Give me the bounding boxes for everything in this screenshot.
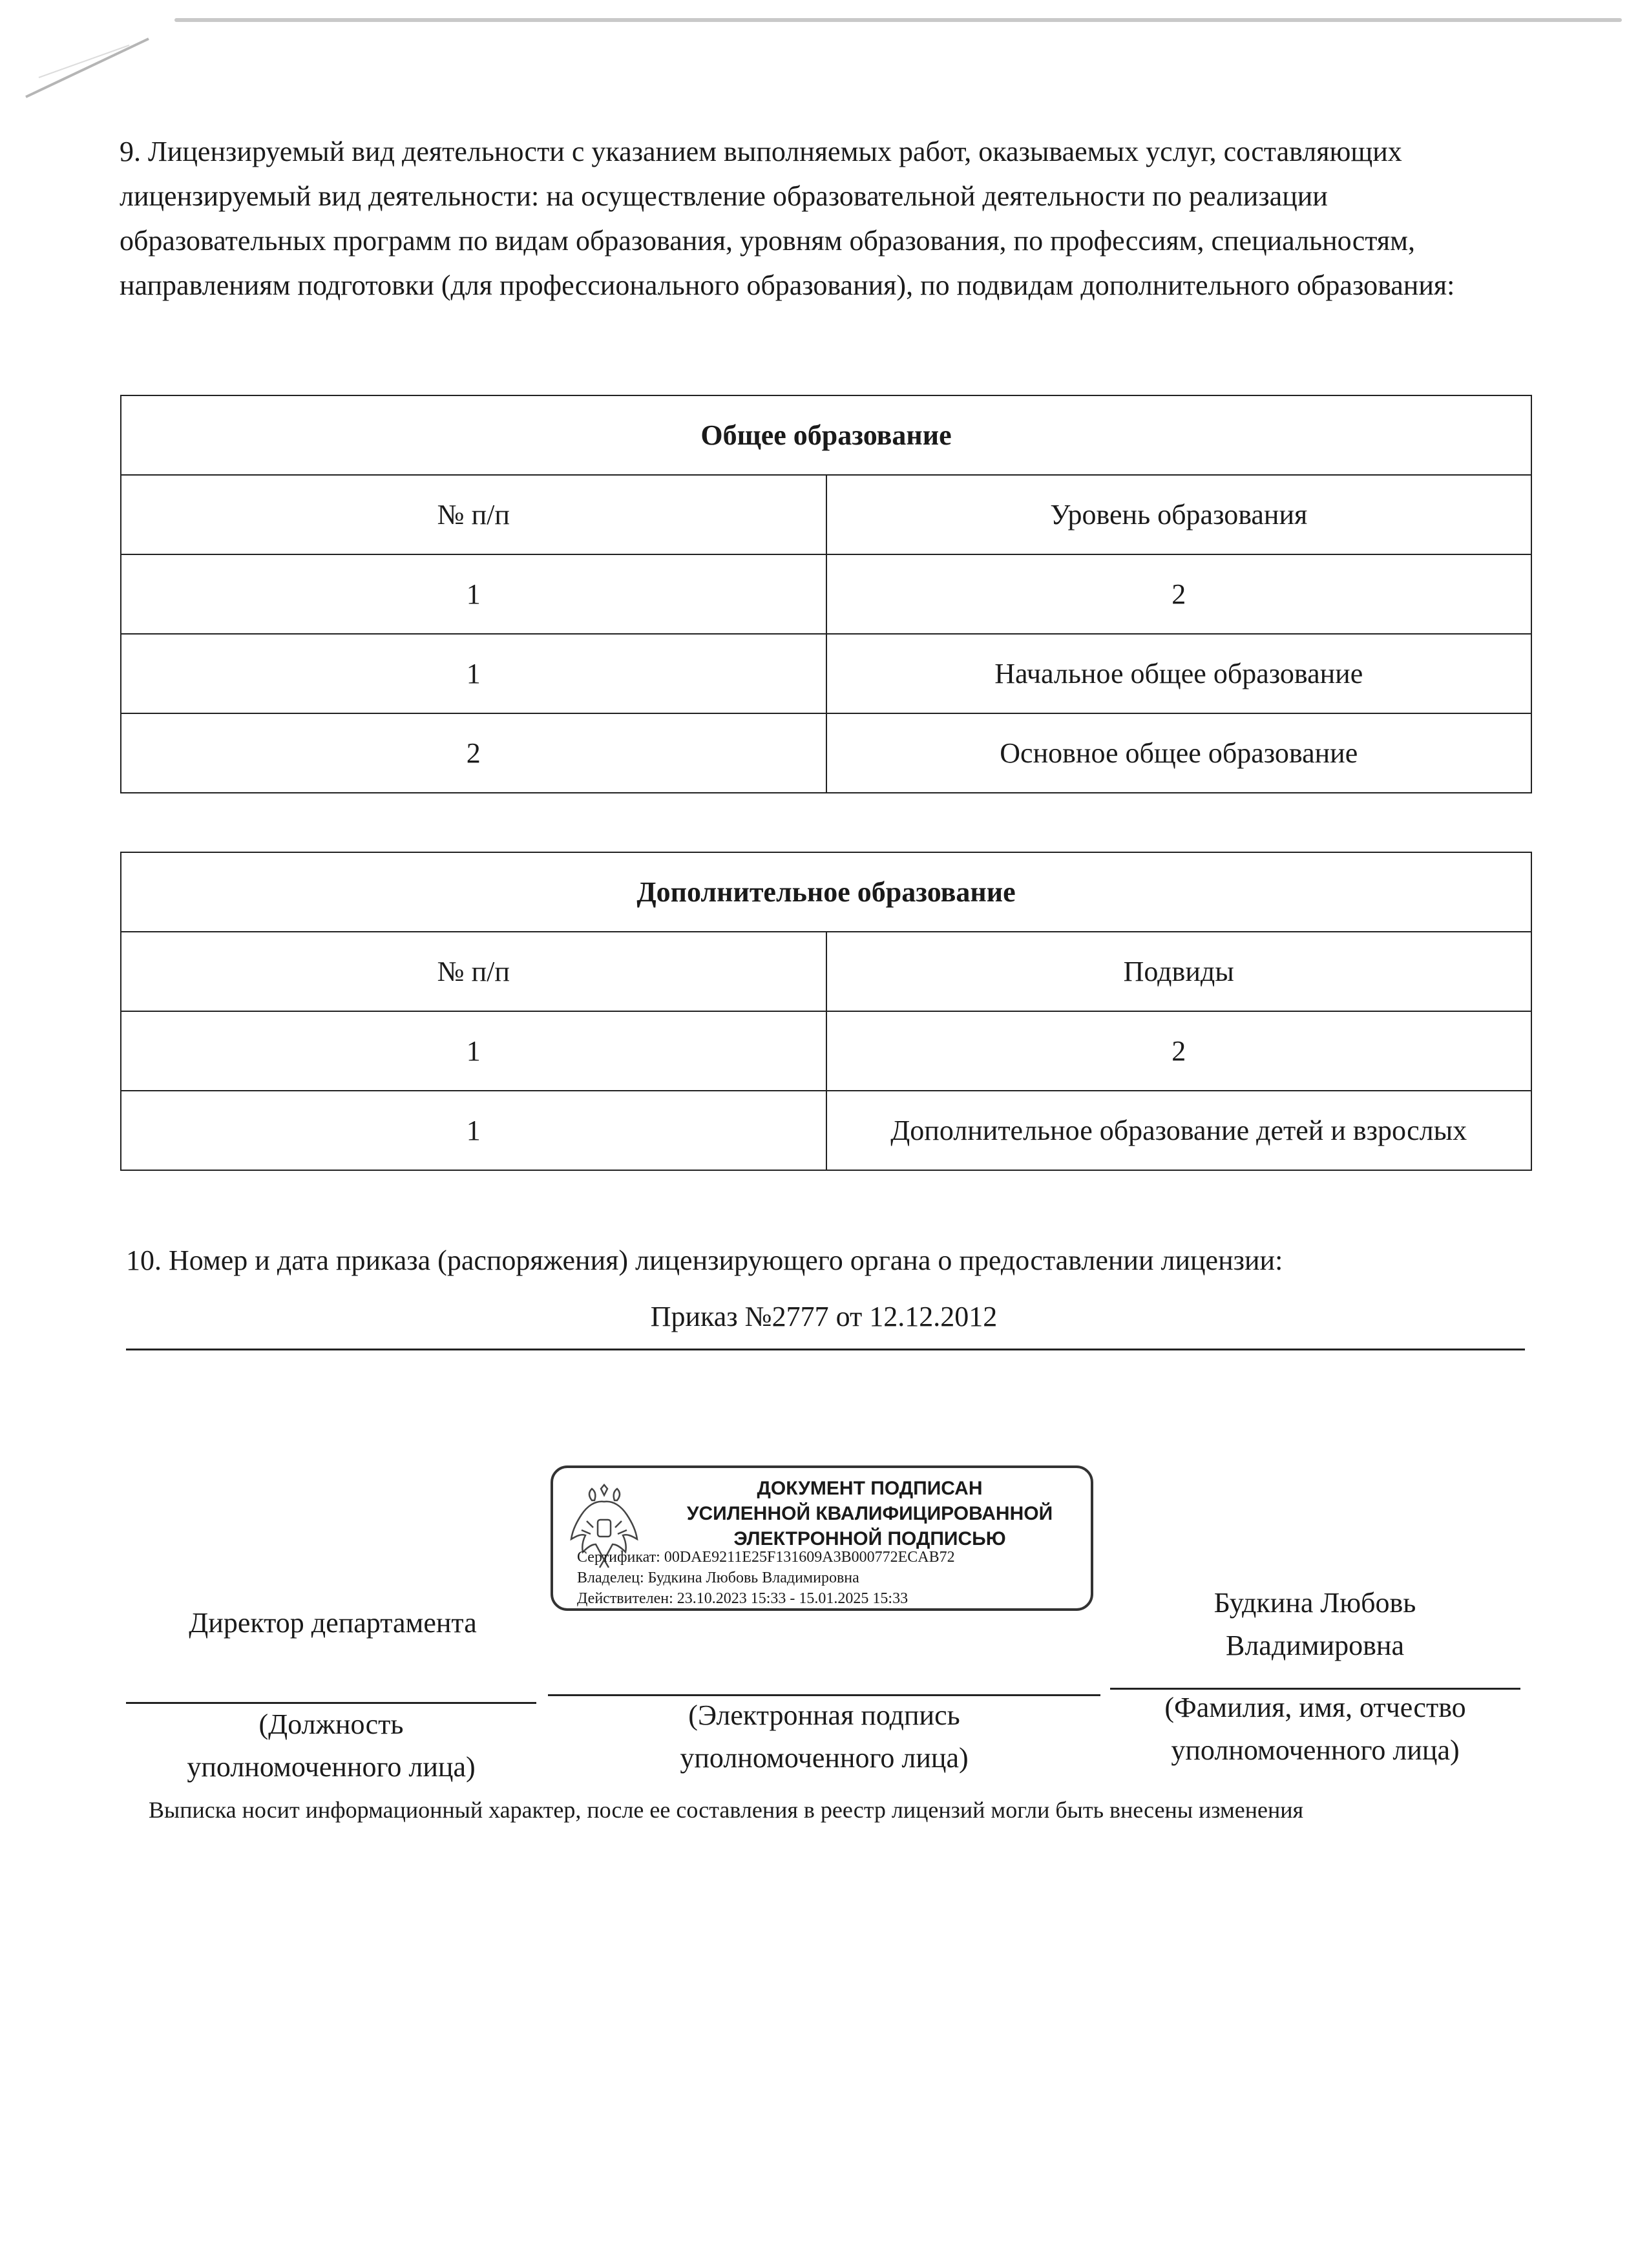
table-caption: Дополнительное образование [121,852,1531,932]
index-cell: 2 [826,554,1532,634]
index-cell: 2 [826,1011,1532,1091]
order-number: Приказ №2777 от 12.12.2012 [650,1301,998,1332]
caption-line: (Фамилия, имя, отчество [1164,1692,1466,1723]
stamp-heading-line: ДОКУМЕНТ ПОДПИСАН [757,1478,983,1499]
stamp-heading-line: ЭЛЕКТРОННОЙ ПОДПИСЬЮ [733,1528,1006,1549]
table-index-row [121,1011,1531,1091]
table-caption-row [121,395,1531,475]
row-number: 1 [121,1091,826,1170]
scan-top-edge [174,18,1622,22]
name-caption [1110,1686,1520,1772]
table-row [121,1091,1531,1170]
row-value: Дополнительное образование детей и взрослых [826,1091,1532,1170]
stamp-heading-line: УСИЛЕННОЙ КВАЛИФИЦИРОВАННОЙ [686,1503,1053,1524]
row-value: Основное общее образование [826,713,1532,793]
table-header-row [121,475,1531,554]
caption-line: (Электронная подпись [688,1699,960,1731]
header-number: № п/п [121,475,826,554]
order-underline [126,1349,1525,1350]
section-9-text: 9. Лицензируемый вид деятельности с указанием выполняемых работ, оказываемых услуг, составляющих лицензируемый вид деятельности: на осуществление образовательной деятельности по реализации образовательных программ по видам образования, уровням образования, по профессиям, специальностям, направлениям подготовки (для профессионального образования), по подвидам дополнительного образования: [120,136,1455,301]
general-education-table [120,395,1532,793]
header-subtypes: Подвиды [826,932,1532,1011]
index-cell: 1 [121,554,826,634]
stamp-owner: Владелец: Будкина Любовь Владимировна [577,1570,859,1586]
stamp-validity: Действителен: 23.10.2023 15:33 - 15.01.2025 15:33 [577,1590,909,1607]
header-number: № п/п [121,932,826,1011]
table-index-row [121,554,1531,634]
row-value: Начальное общее образование [826,634,1532,713]
table-row [121,713,1531,793]
table-caption-row [121,852,1531,932]
caption-line: уполномоченного лица) [187,1751,476,1783]
table-row [121,634,1531,713]
row-number: 1 [121,634,826,713]
signer-name-line: Будкина Любовь [1213,1587,1416,1619]
signer-name [1118,1582,1512,1667]
stamp-heading [650,1476,1089,1551]
table-caption: Общее образование [121,395,1531,475]
section-10-label: 10. Номер и дата приказа (распоряжения) лицензирующего органа о предоставлении лицензии: [126,1244,1283,1276]
position-caption [126,1703,536,1789]
row-number: 2 [121,713,826,793]
index-cell: 1 [121,1011,826,1091]
signer-position: Директор департамента [189,1607,477,1639]
header-level: Уровень образования [826,475,1532,554]
signer-name-line: Владимировна [1225,1630,1404,1661]
stamp-certificate: Сертификат: 00DAE9211E25F131609A3B000772ECAB72 [577,1549,955,1566]
caption-line: (Должность [258,1708,404,1740]
footer-note: Выписка носит информационный характер, после ее составления в реестр лицензий могли быть внесены изменения [149,1797,1304,1823]
stamp-details [577,1547,955,1609]
caption-line: уполномоченного лица) [680,1742,969,1774]
folded-corner-mark [0,0,194,129]
caption-line: уполномоченного лица) [1171,1734,1460,1766]
electronic-signature-stamp [551,1465,1093,1611]
additional-education-table [120,852,1532,1171]
esign-caption [548,1694,1100,1780]
table-header-row [121,932,1531,1011]
